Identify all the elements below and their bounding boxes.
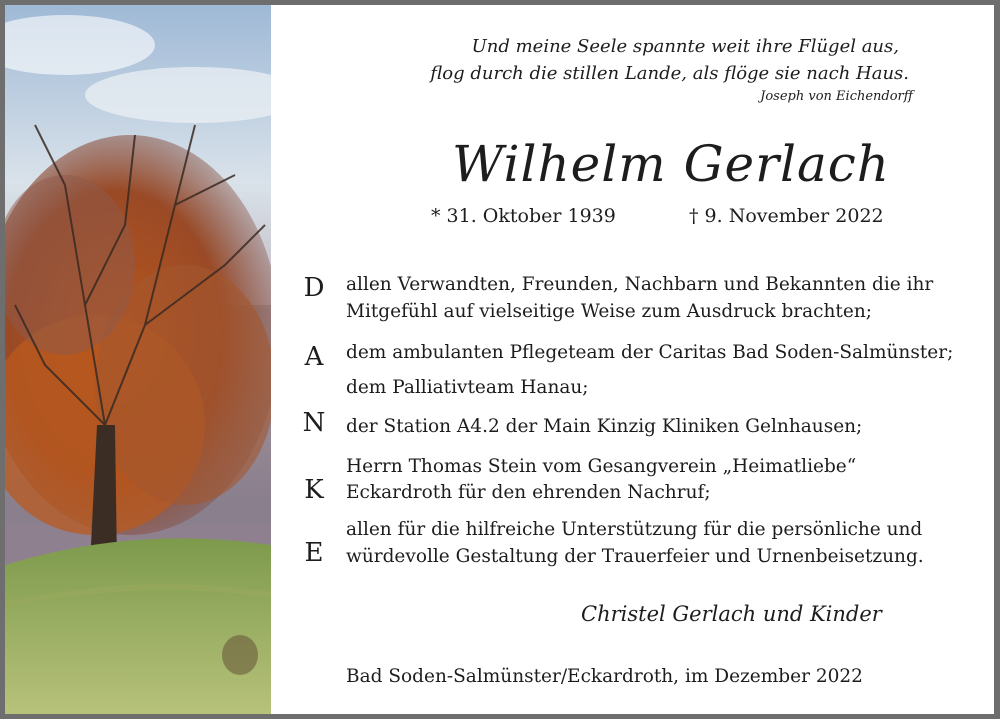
obituary-card xyxy=(5,5,994,714)
thanks-line: allen für die hilfreiche Unterstützung für die persönliche und xyxy=(346,519,923,540)
danke-letter-n: N xyxy=(302,408,326,438)
obituary-text xyxy=(271,5,994,714)
deceased-name: Wilhelm Gerlach xyxy=(451,135,891,193)
danke-letter-d: D xyxy=(303,273,325,303)
thanks-line: Mitgefühl auf vielseitige Weise zum Ausdruck brachten; xyxy=(346,301,872,322)
quote-author: Joseph von Eichendorff xyxy=(760,89,913,104)
place-and-date: Bad Soden-Salmünster/Eckardroth, im Dezember 2022 xyxy=(346,666,863,687)
thanks-line: dem Palliativteam Hanau; xyxy=(346,377,589,398)
birth-date: * 31. Oktober 1939 xyxy=(431,205,616,227)
death-date: † 9. November 2022 xyxy=(689,205,884,227)
autumn-tree-photo xyxy=(5,5,271,714)
thanks-line: Herrn Thomas Stein vom Gesangverein „Heimatliebe“ xyxy=(346,456,857,477)
quote-line-2: flog durch die stillen Lande, als flöge sie nach Haus. xyxy=(430,63,909,84)
danke-letter-a: A xyxy=(304,342,324,372)
quote-line-1: Und meine Seele spannte weit ihre Flügel aus, xyxy=(471,36,899,57)
thanks-line: der Station A4.2 der Main Kinzig Kliniken Gelnhausen; xyxy=(346,416,863,437)
danke-letter-k: K xyxy=(304,475,324,505)
thanks-line: würdevolle Gestaltung der Trauerfeier und Urnenbeisetzung. xyxy=(346,546,924,567)
thanks-line: dem ambulanten Pflegeteam der Caritas Bad Soden-Salmünster; xyxy=(346,342,954,363)
thanks-line: Eckardroth für den ehrenden Nachruf; xyxy=(346,482,711,503)
signature: Christel Gerlach und Kinder xyxy=(581,602,882,626)
danke-letter-e: E xyxy=(304,538,324,568)
poem-quote xyxy=(331,33,921,107)
thanks-line: allen Verwandten, Freunden, Nachbarn und Bekannten die ihr xyxy=(346,274,934,295)
